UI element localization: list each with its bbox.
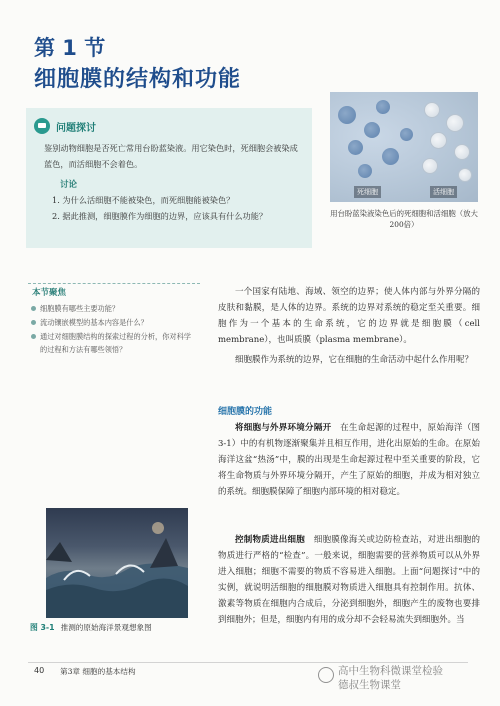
micrograph-caption: 用台盼蓝染液染色后的死细胞和活细胞（放大200倍） [330,209,478,229]
paragraph-4-text: 细胞膜像海关或边防检查站，对进出细胞的物质进行严格的“检查”。一般来说，细胞需要的营养物质可以从外界进入细胞；细胞不需要的物质不容易进入细胞。上面“问题探讨”中的实例，就说明活细胞的细胞膜对物质进入细胞具有控制作用。抗体、激素等物质在细胞内合成后，分泌到细胞外，细胞产生的废物也要排到细胞外；但是，细胞内有用的成分却不会轻易流失到细胞外。当 [218,535,480,625]
watermark-line-2: 德叔生物课堂 [338,679,401,691]
section-number: 第 1 节 [34,36,106,60]
inquiry-heading: 问题探讨 [56,122,96,134]
stained-cell [376,100,390,114]
paragraph-3-lead: 将细胞与外界环境分隔开 [235,423,332,433]
unstained-cell [422,158,438,174]
focus-list [30,302,198,357]
focus-item: 通过对细胞膜结构的探索过程的分析，你对科学的过程和方法有哪些领悟？ [30,330,198,356]
primordial-ocean-illustration [46,508,188,618]
micrograph-image [330,92,478,202]
stained-cell [364,122,380,138]
unstained-cell [446,114,464,132]
unstained-cell [454,144,470,160]
inquiry-header [34,118,96,134]
discussion-questions [52,192,310,224]
focus-divider [28,283,200,284]
watermark [338,664,494,692]
live-cell-label: 活细胞 [430,186,457,198]
section-title: 细胞膜的结构和功能 [34,67,242,92]
paragraph-1: 一个国家有陆地、海域、领空的边界；使人体内部与外界分隔的皮肤和黏膜，是人体的边界。系统的边界对系统的稳定至关重要。细胞作为一个基本的生命系统，它的边界就是细胞膜（cell membrane），也叫质膜（plasma membrane）。 [218,287,480,345]
watermark-line-1: 高中生物科微课堂检验 [338,665,443,677]
wechat-icon [318,667,334,683]
inquiry-intro: 鉴别动物细胞是否死亡常用台盼蓝染液。用它染色时，死细胞会被染成蓝色，而活细胞不会着色。 [44,143,298,169]
figure-caption-text: 推测的原始海洋景观想象图 [60,623,152,632]
paragraph-4 [218,532,480,628]
subheading-membrane-functions: 细胞膜的功能 [218,407,273,417]
chapter-label: 第3章 细胞的基本结构 [60,667,136,676]
speech-bubble-icon [34,118,50,134]
stained-cell [400,128,413,141]
ocean-scene-graphic [46,508,188,618]
page-number: 40 [34,666,45,675]
footer-divider [28,662,468,663]
focus-item: 细胞膜有哪些主要功能？ [30,302,198,315]
question-1: 1. 为什么活细胞不能被染色，而死细胞能被染色？ [52,195,235,205]
unstained-cell [424,102,440,118]
discussion-label: 讨论 [60,180,78,190]
figure-caption [30,622,152,633]
unstained-cell [458,168,472,182]
dead-cell-label: 死细胞 [354,186,381,198]
paragraph-3 [218,420,480,500]
stained-cell [348,140,363,155]
paragraph-3-text: 在生命起源的过程中，原始海洋（图3-1）中的有机物逐渐聚集并且相互作用，进化出原始的生命。在原始海洋这盆“热汤”中，膜的出现是生命起源过程中至关重要的阶段，它将生命物质与外界环境分隔开，产生了原始的细胞，并成为相对独立的系统。细胞膜保障了细胞内部环境的相对稳定。 [218,423,480,497]
question-2: 2. 据此推测，细胞膜作为细胞的边界，应该具有什么功能？ [52,211,268,221]
figure-number: 图 3-1 [30,623,55,632]
focus-item: 流动镶嵌模型的基本内容是什么？ [30,316,198,329]
stained-cell [338,106,356,124]
focus-heading: 本节聚焦 [32,288,67,298]
paragraph-4-lead: 控制物质进出细胞 [235,535,306,545]
stained-cell [358,164,372,178]
unstained-cell [430,132,447,149]
paragraph-2: 细胞膜作为系统的边界，它在细胞的生命活动中起什么作用呢？ [235,355,474,365]
stained-cell [382,148,399,165]
